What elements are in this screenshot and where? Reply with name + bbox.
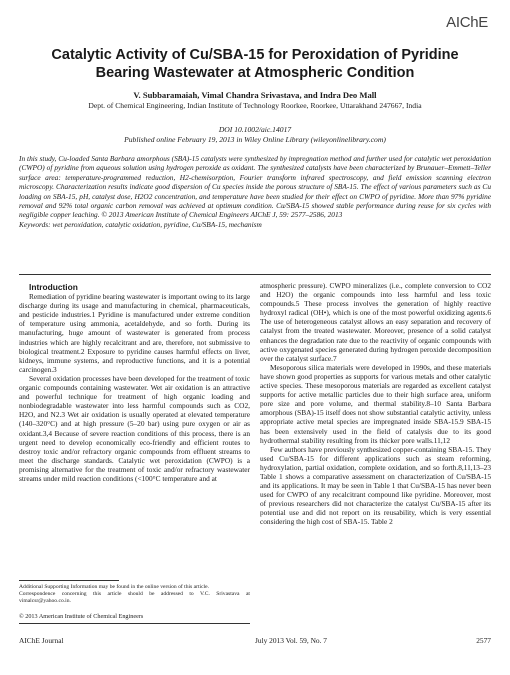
title-line-2: Bearing Wastewater at Atmospheric Condition: [95, 65, 415, 81]
footnote-divider: [19, 580, 119, 581]
article-title: [40, 46, 470, 82]
abstract-text: In this study, Cu-loaded Santa Barbara amorphous (SBA)-15 catalysts were synthesized by impregnation method and further used for catalytic wet peroxidation (CWPO) of pyridine from aqueous solution using hydrogen peroxide as oxidant. The synthesized catalysts have been characterized by Brunauer–Emmett–Teller surface area: temperature-programmed reduction, H2-chemisorption, Fourier transform infrared spectroscopy, and field emission scanning electron microscopy. Characterization results indicate good dispersion of Cu species inside the porous structure of SBA-15. The effect of various parameters such as Cu loading on SBA-15, pH, catalyst dose, H2O2 concentration, and temperature have been studied for their effect on CWPO of pyridine. More than 97% pyridine removal and 92% total organic carbon removal was achieved at optimum condition. Cu/SBA-15 showed stable performance during reuse for six cycles with negligible copper leaching. © 2013 American Institute of Chemical Engineers AIChE J, 59: 2577–2586, 2013: [19, 154, 491, 220]
doi: DOI 10.1002/aic.14017: [218, 125, 292, 134]
left-paragraph-2: Several oxidation processes have been developed for the treatment of toxic organic compounds containing wastewater. Wet air oxidation is an attractive and powerful technique for treatment of high organic loading and nonbiodegradable wastewater into less harmful compounds such as CO2, H2O, and N2.3 Wet air oxidation is usually operated at elevated temperature (140–320°C) and at high pressure (5–20 bar) using pure oxygen or air as oxidant.3,4 Because of severe reaction conditions of this process, there is an urgent need to develop economically eco-friendly and efficient routes to destroy toxic and/or refractory organic compounds from effluent streams to meet the discharge standards. Catalytic wet peroxidation (CWPO) is a promising alternative for the treatment of toxic and/or refractory wastewater streams under mild reaction conditions (<100°C temperature and at: [19, 373, 250, 483]
page-number: 2577: [476, 636, 491, 645]
left-paragraph-1: Remediation of pyridine bearing wastewater is important owing to its large discharge during its usage and manufacturing in chemical, pharmaceuticals, and pesticide industries.1 Pyridine is manufactured under extreme condition of temperature using ammonia, acetaldehyde, and so forth. During its manufacturing, huge amount of wastewater is generated from process industries which are highly recalcitrant and are, therefore, not submissive to biological treatment.2 Exposure to pyridine causes harmful effects on liver, kidneys, immune systems, and reproductive functions, and it is a potential carcinogen.3: [19, 292, 250, 374]
keywords: Keywords: wet peroxidation, catalytic oxidation, pyridine, Cu/SBA-15, mechanism: [19, 219, 262, 229]
aiche-logo: AIChE: [446, 14, 488, 31]
supporting-info-note: Additional Supporting Information may be found in the online version of this article.: [19, 584, 209, 590]
right-paragraph-2: Mesoporous silica materials were developed in 1990s, and these materials have shown good properties as supports for various metals and other catalytic active species. These mesoporous materials are regarded as excellent catalyst supports for active metallic particles due to their high surface area, uniform pore size and pore volume, and thermal stability.8–10 Santa Barbara amorphous (SBA)-15 itself does not show substantial catalytic activity, unless appropriate active metal species are impregnated inside SBA-15.9 SBA-15 has been extensively used in the field of catalysis due to its good hydrothermal stability resulting from its thicker pore walls.11,12: [260, 362, 491, 445]
introduction-heading: Introduction: [29, 282, 78, 292]
abstract-divider: [19, 274, 491, 275]
correspondence-note: Correspondence concerning this article should be addressed to V.C. Srivastava at vimalcsr@yahoo.co.in.: [19, 591, 250, 604]
footer-divider: [19, 623, 250, 624]
issue-info: July 2013 Vol. 59, No. 7: [255, 636, 327, 645]
affiliation: Dept. of Chemical Engineering, Indian Institute of Technology Roorkee, Roorkee, Uttarakhand 247667, India: [88, 101, 422, 110]
footnotes: [19, 584, 250, 605]
left-column: [19, 283, 250, 483]
right-paragraph-3: Few authors have previously synthesized copper-containing SBA-15. They used Cu/SBA-15 for different applications such as steam reforming, hydroxylation, partial oxidation, complete oxidation, and so forth.8,11,13–23 Table 1 shows a comparative assessment on characterization of Cu/SBA-15 and its applications. It may be seen in Table 1 that Cu/SBA-15 has never been used for CWPO of any recalcitrant compound like pyridine. Moreover, most of previous researchers did not characterize the catalyst Cu/SBA-15 after its potential use and did not report on its reusability, which is very essential considering the high cost of SBA-15. Table 2: [260, 444, 491, 527]
copyright: © 2013 American Institute of Chemical Engineers: [19, 613, 144, 620]
abstract: [19, 154, 491, 229]
authors: V. Subbaramaiah, Vimal Chandra Srivastava, and Indra Deo Mall: [133, 90, 377, 100]
publication-info: Published online February 19, 2013 in Wiley Online Library (wileyonlinelibrary.com): [124, 135, 386, 144]
right-column: [260, 281, 491, 527]
right-paragraph-1: atmospheric pressure). CWPO mineralizes (i.e., complete conversion to CO2 and H2O) the organic compounds into less harmful and less toxic compounds.5 These process involves the generation of highly reactive hydroxyl radical (OH•), which is one of the most powerful oxidizing agents.6 The use of heterogeneous catalyst allows an easy separation and recovery of catalyst from the treated wastewater. Moreover, presence of a solid catalyst enhances the degradation rate due to the reactivity of organic compounds with active oxygenated species generated during hydrogen peroxide decomposition over the catalyst surface.7: [260, 281, 491, 363]
journal-name: AIChE Journal: [19, 636, 64, 645]
title-line-1: Catalytic Activity of Cu/SBA-15 for Peroxidation of Pyridine: [51, 47, 459, 63]
